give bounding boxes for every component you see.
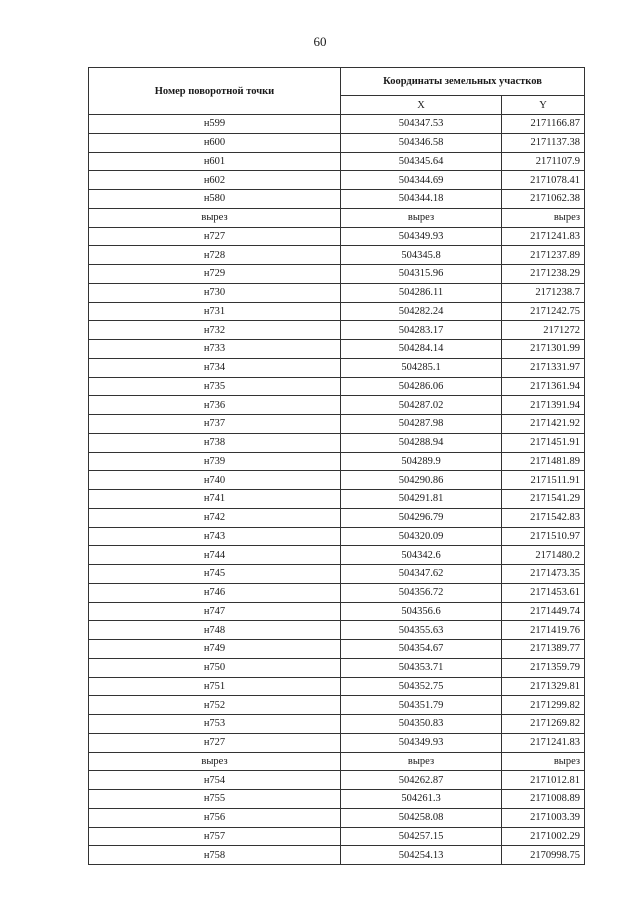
- table-body: [89, 115, 585, 865]
- table-row: [89, 227, 585, 246]
- x-cell: 504352.75: [341, 677, 502, 696]
- point-cell: н758: [89, 846, 341, 865]
- table-row: [89, 415, 585, 434]
- x-cell: 504350.83: [341, 715, 502, 734]
- point-cell: н753: [89, 715, 341, 734]
- table-row: [89, 508, 585, 527]
- point-cell: н733: [89, 340, 341, 359]
- y-cell: 2171003.39: [502, 808, 585, 827]
- header-point-number: Номер поворотной точки: [89, 68, 341, 115]
- point-cell: н750: [89, 658, 341, 677]
- x-cell: 504346.58: [341, 133, 502, 152]
- table-row: [89, 583, 585, 602]
- x-cell: 504262.87: [341, 771, 502, 790]
- x-cell: 504344.69: [341, 171, 502, 190]
- x-cell: 504349.93: [341, 227, 502, 246]
- y-cell: 2171480.2: [502, 546, 585, 565]
- x-cell: 504345.8: [341, 246, 502, 265]
- x-cell: 504356.6: [341, 602, 502, 621]
- point-cell: н735: [89, 377, 341, 396]
- y-cell: 2171473.35: [502, 565, 585, 584]
- point-cell: н730: [89, 283, 341, 302]
- point-cell: н727: [89, 227, 341, 246]
- y-cell: 2171541.29: [502, 490, 585, 509]
- x-cell: 504342.6: [341, 546, 502, 565]
- table-row: [89, 471, 585, 490]
- point-cell: вырез: [89, 752, 341, 771]
- x-cell: 504296.79: [341, 508, 502, 527]
- table-row: [89, 283, 585, 302]
- y-cell: 2171078.41: [502, 171, 585, 190]
- x-cell: 504261.3: [341, 790, 502, 809]
- table-row: [89, 527, 585, 546]
- point-cell: н727: [89, 733, 341, 752]
- page-number: 60: [313, 34, 327, 49]
- x-cell: 504286.11: [341, 283, 502, 302]
- x-cell: 504283.17: [341, 321, 502, 340]
- y-cell: 2171359.79: [502, 658, 585, 677]
- x-cell: 504356.72: [341, 583, 502, 602]
- table-row: [89, 490, 585, 509]
- y-cell: 2171238.29: [502, 265, 585, 284]
- point-cell: вырез: [89, 208, 341, 227]
- x-cell: 504349.93: [341, 733, 502, 752]
- x-cell: 504290.86: [341, 471, 502, 490]
- x-cell: 504347.53: [341, 115, 502, 134]
- y-cell: 2171002.29: [502, 827, 585, 846]
- table-row: [89, 190, 585, 209]
- x-cell: 504344.18: [341, 190, 502, 209]
- table-row: [89, 152, 585, 171]
- y-cell: 2171451.91: [502, 433, 585, 452]
- table-row: [89, 358, 585, 377]
- x-cell: 504286.06: [341, 377, 502, 396]
- table-row: [89, 565, 585, 584]
- x-cell: вырез: [341, 752, 502, 771]
- y-cell: 2171301.99: [502, 340, 585, 359]
- point-cell: н755: [89, 790, 341, 809]
- point-cell: н746: [89, 583, 341, 602]
- point-cell: н742: [89, 508, 341, 527]
- y-cell: вырез: [502, 208, 585, 227]
- y-cell: 2171008.89: [502, 790, 585, 809]
- x-cell: 504289.9: [341, 452, 502, 471]
- table-row: [89, 302, 585, 321]
- table-row: [89, 846, 585, 865]
- x-cell: 504345.64: [341, 152, 502, 171]
- point-cell: н738: [89, 433, 341, 452]
- y-cell: 2171137.38: [502, 133, 585, 152]
- y-cell: 2171062.38: [502, 190, 585, 209]
- x-cell: 504284.14: [341, 340, 502, 359]
- table-row: [89, 171, 585, 190]
- point-cell: н749: [89, 640, 341, 659]
- table-row: [89, 265, 585, 284]
- y-cell: 2170998.75: [502, 846, 585, 865]
- point-cell: н599: [89, 115, 341, 134]
- x-cell: 504347.62: [341, 565, 502, 584]
- y-cell: вырез: [502, 752, 585, 771]
- header-coordinates: Координаты земельных участков: [341, 68, 585, 96]
- y-cell: 2171272: [502, 321, 585, 340]
- y-cell: 2171449.74: [502, 602, 585, 621]
- table-row: [89, 321, 585, 340]
- y-cell: 2171329.81: [502, 677, 585, 696]
- x-cell: 504355.63: [341, 621, 502, 640]
- x-cell: 504288.94: [341, 433, 502, 452]
- x-cell: 504287.02: [341, 396, 502, 415]
- y-cell: 2171107.9: [502, 152, 585, 171]
- point-cell: н748: [89, 621, 341, 640]
- point-cell: н754: [89, 771, 341, 790]
- point-cell: н728: [89, 246, 341, 265]
- y-cell: 2171241.83: [502, 733, 585, 752]
- y-cell: 2171453.61: [502, 583, 585, 602]
- x-cell: 504285.1: [341, 358, 502, 377]
- y-cell: 2171511.91: [502, 471, 585, 490]
- table-row: [89, 433, 585, 452]
- y-cell: 2171419.76: [502, 621, 585, 640]
- table-row: [89, 396, 585, 415]
- x-cell: 504282.24: [341, 302, 502, 321]
- table-row: [89, 677, 585, 696]
- point-cell: н736: [89, 396, 341, 415]
- header-x: X: [341, 96, 502, 115]
- table-row: [89, 658, 585, 677]
- point-cell: н745: [89, 565, 341, 584]
- x-cell: 504258.08: [341, 808, 502, 827]
- table-row: [89, 340, 585, 359]
- y-cell: 2171389.77: [502, 640, 585, 659]
- table-row: [89, 621, 585, 640]
- table-row: [89, 546, 585, 565]
- coordinates-table: [88, 67, 585, 865]
- point-cell: н600: [89, 133, 341, 152]
- x-cell: 504291.81: [341, 490, 502, 509]
- table-row: [89, 208, 585, 227]
- table-row: [89, 452, 585, 471]
- y-cell: 2171299.82: [502, 696, 585, 715]
- table-row: [89, 246, 585, 265]
- table-row: [89, 808, 585, 827]
- y-cell: 2171012.81: [502, 771, 585, 790]
- point-cell: н601: [89, 152, 341, 171]
- y-cell: 2171542.83: [502, 508, 585, 527]
- table-row: [89, 696, 585, 715]
- point-cell: н602: [89, 171, 341, 190]
- x-cell: 504287.98: [341, 415, 502, 434]
- x-cell: 504353.71: [341, 658, 502, 677]
- x-cell: 504254.13: [341, 846, 502, 865]
- point-cell: н731: [89, 302, 341, 321]
- y-cell: 2171237.89: [502, 246, 585, 265]
- x-cell: 504257.15: [341, 827, 502, 846]
- y-cell: 2171269.82: [502, 715, 585, 734]
- table-row: [89, 827, 585, 846]
- table-row: [89, 790, 585, 809]
- x-cell: 504354.67: [341, 640, 502, 659]
- y-cell: 2171166.87: [502, 115, 585, 134]
- table-row: [89, 115, 585, 134]
- point-cell: н756: [89, 808, 341, 827]
- table-row: [89, 752, 585, 771]
- point-cell: н752: [89, 696, 341, 715]
- point-cell: н734: [89, 358, 341, 377]
- table-row: [89, 602, 585, 621]
- header-y: Y: [502, 96, 585, 115]
- y-cell: 2171242.75: [502, 302, 585, 321]
- point-cell: н580: [89, 190, 341, 209]
- y-cell: 2171238.7: [502, 283, 585, 302]
- table-row: [89, 715, 585, 734]
- y-cell: 2171391.94: [502, 396, 585, 415]
- point-cell: н741: [89, 490, 341, 509]
- x-cell: вырез: [341, 208, 502, 227]
- y-cell: 2171361.94: [502, 377, 585, 396]
- point-cell: н732: [89, 321, 341, 340]
- y-cell: 2171241.83: [502, 227, 585, 246]
- point-cell: н751: [89, 677, 341, 696]
- table-row: [89, 733, 585, 752]
- x-cell: 504320.09: [341, 527, 502, 546]
- point-cell: н743: [89, 527, 341, 546]
- y-cell: 2171481.89: [502, 452, 585, 471]
- point-cell: н744: [89, 546, 341, 565]
- point-cell: н739: [89, 452, 341, 471]
- x-cell: 504351.79: [341, 696, 502, 715]
- point-cell: н740: [89, 471, 341, 490]
- y-cell: 2171510.97: [502, 527, 585, 546]
- point-cell: н747: [89, 602, 341, 621]
- point-cell: н757: [89, 827, 341, 846]
- y-cell: 2171421.92: [502, 415, 585, 434]
- x-cell: 504315.96: [341, 265, 502, 284]
- table-row: [89, 771, 585, 790]
- point-cell: н737: [89, 415, 341, 434]
- point-cell: н729: [89, 265, 341, 284]
- table-row: [89, 133, 585, 152]
- table-row: [89, 640, 585, 659]
- table-row: [89, 377, 585, 396]
- y-cell: 2171331.97: [502, 358, 585, 377]
